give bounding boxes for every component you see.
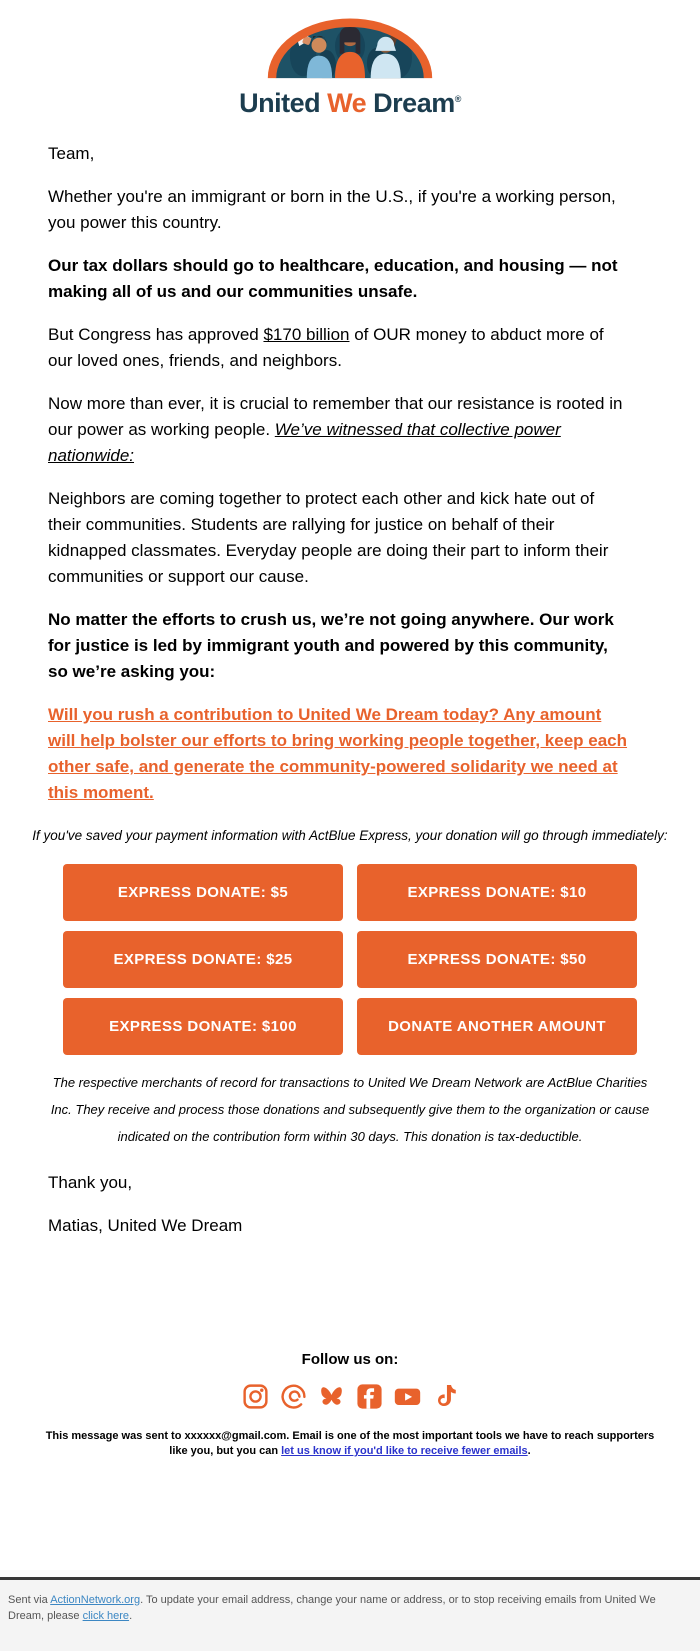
signoff — [0, 1170, 700, 1239]
paragraph-no-matter: No matter the efforts to crush us, we’re not going anywhere. Our work for justice is led by immigrant youth and powered by this community, so we’re asking you: — [48, 610, 614, 681]
contribution-cta-link[interactable]: Will you rush a contribution to United We Dream today? Any amount will help bolster our efforts to bring working people together, keep each other safe, and generate the community-powered solidarity we need at this moment. — [48, 705, 628, 802]
logo-link[interactable] — [239, 18, 461, 117]
sent-notice-period: . — [527, 1445, 531, 1457]
express-donate-25-button[interactable]: EXPRESS DONATE: $25 — [63, 931, 343, 988]
paragraph-tax: Our tax dollars should go to healthcare, education, and housing — not making all of us and our communities unsafe. — [48, 256, 618, 301]
wordmark-we: We — [327, 88, 367, 118]
express-donate-5-button[interactable]: EXPRESS DONATE: $5 — [63, 864, 343, 921]
express-donate-10-button[interactable]: EXPRESS DONATE: $10 — [357, 864, 637, 921]
signature-line: Matias, United We Dream — [48, 1216, 243, 1235]
express-donate-100-button[interactable]: EXPRESS DONATE: $100 — [63, 998, 343, 1055]
wordmark-united: United — [239, 88, 321, 118]
email-content — [0, 141, 700, 806]
paragraph-congress — [48, 322, 630, 374]
registered-mark: ® — [454, 94, 461, 104]
donate-another-amount-button[interactable]: DONATE ANOTHER AMOUNT — [357, 998, 637, 1055]
fewer-emails-link[interactable]: let us know if you'd like to receive fewer emails — [281, 1445, 528, 1457]
merchant-disclaimer: The respective merchants of record for transactions to United We Dream Network are ActBlue Charities Inc. They receive and process those donations and subsequently give them to the organization or cause indicated on the contribution form within 30 days. This donation is tax-deductible. — [50, 1075, 650, 1144]
paragraph-whether: Whether you're an immigrant or born in the U.S., if you're a working person, you power this country. — [48, 187, 616, 232]
wordmark-dream: Dream — [373, 88, 455, 118]
logo-wordmark — [239, 85, 461, 117]
donate-button-grid — [63, 864, 637, 1055]
paragraph-resistance — [48, 391, 630, 469]
congress-text-after: of OUR money to abduct more of our loved ones, friends, and neighbors. — [48, 325, 604, 370]
resistance-text: Now more than ever, it is crucial to remember that our resistance is rooted in our power as working people. — [48, 394, 623, 439]
170-billion-link[interactable]: $170 billion — [263, 325, 350, 344]
paragraph-neighbors: Neighbors are coming together to protect each other and kick hate out of their communities. Students are rallying for justice on behalf of their kidnapped classmates. Everyday people are doing their part to inform their communities or support our cause. — [48, 489, 609, 586]
logo-illustration — [262, 18, 438, 80]
express-donate-50-button[interactable]: EXPRESS DONATE: $50 — [357, 931, 637, 988]
click-here-link[interactable]: click here — [82, 1610, 130, 1622]
youtube-icon[interactable] — [393, 1382, 422, 1411]
follow-us-heading: Follow us on: — [301, 1351, 399, 1368]
congress-text-before: But Congress has approved — [48, 325, 264, 344]
sent-notice — [45, 1429, 655, 1459]
logo — [0, 18, 700, 117]
social-icons-row — [0, 1382, 700, 1411]
instagram-icon[interactable] — [241, 1382, 270, 1411]
action-network-text — [8, 1592, 690, 1624]
bluesky-icon[interactable] — [317, 1382, 346, 1411]
tiktok-icon[interactable] — [431, 1382, 460, 1411]
actblue-express-note: If you've saved your payment information with ActBlue Express, your donation will go through immediately: — [32, 828, 668, 843]
facebook-icon[interactable] — [355, 1382, 384, 1411]
threads-icon[interactable] — [279, 1382, 308, 1411]
sent-notice-text: This message was sent to xxxxxx@gmail.com. Email is one of the most important tools we have to reach supporters like you, but you can — [45, 1430, 655, 1457]
collective-power-link[interactable]: We’ve witnessed that collective power nationwide: — [48, 420, 561, 465]
paragraph-cta — [48, 702, 630, 806]
footer-text-mid: . To update your email address, change your name or address, or to stop receiving emails from United We Dream, please — [8, 1594, 656, 1622]
greeting: Team, — [48, 144, 95, 163]
footer-text-before: Sent via — [8, 1594, 51, 1606]
footer-text-after: . — [129, 1610, 133, 1622]
thank-you-line: Thank you, — [48, 1173, 133, 1192]
action-network-footer — [0, 1577, 700, 1651]
action-network-link[interactable]: ActionNetwork.org — [50, 1594, 141, 1606]
